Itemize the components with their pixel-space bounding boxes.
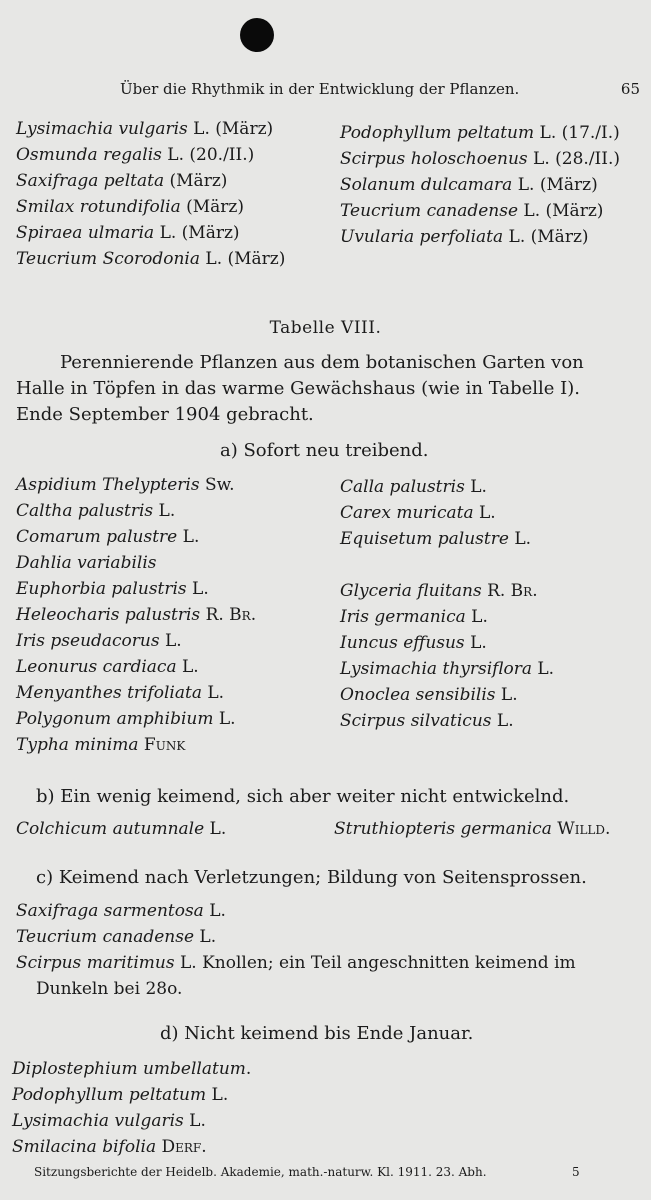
section-c-heading: c) Keimend nach Verletzungen; Bildung von Seitensprossen. (36, 867, 587, 888)
list-item: Glyceria fluitans R. Br. (340, 581, 538, 601)
footer-citation: Sitzungsberichte der Heidelb. Akademie, math.-naturw. Kl. 1911. 23. Abh. (34, 1165, 487, 1179)
page-number: 65 (620, 80, 640, 98)
section-a-left (16, 472, 256, 758)
footer-page-number: 5 (572, 1165, 580, 1179)
list-item: Aspidium Thelypteris Sw. (16, 475, 235, 495)
intro-line: Halle in Töpfen in das warme Gewächshaus (wie in Tabelle I). (16, 378, 581, 399)
list-item (340, 552, 554, 578)
section-b-heading: b) Ein wenig keimend, sich aber weiter nicht entwickelnd. (36, 786, 570, 807)
list-item: Lysimachia vulgaris L. (März) (16, 119, 274, 139)
list-item: Scirpus holoschoenus L. (28./II.) (340, 149, 621, 169)
list-item: Menyanthes trifoliata L. (16, 683, 225, 703)
list-item: Teucrium Scorodonia L. (März) (16, 249, 286, 269)
running-title: Über die Rhythmik in der Entwicklung der Pflanzen. (120, 80, 520, 98)
list-item: Comarum palustre L. (16, 527, 200, 547)
intro-paragraph (16, 350, 636, 428)
punch-hole (240, 18, 274, 52)
list-item: Diplostephium umbellatum. (12, 1059, 252, 1079)
list-item: Iuncus effusus L. (340, 633, 487, 653)
section-c-list (16, 898, 576, 1002)
top-list-right (340, 120, 620, 250)
list-item: Podophyllum peltatum L. (12, 1085, 229, 1105)
list-item: Euphorbia palustris L. (16, 579, 209, 599)
section-b-right (334, 816, 610, 842)
list-item: Teucrium canadense L. (16, 927, 217, 947)
table-title: Tabelle VIII. (269, 318, 382, 338)
intro-line: Perennierende Pflanzen aus dem botanischen Garten von (60, 352, 584, 373)
running-header (120, 80, 640, 98)
list-item: Heleocharis palustris R. Br. (16, 605, 257, 625)
list-item: Lysimachia thyrsiflora L. (340, 659, 555, 679)
list-item-continuation: Dunkeln bei 28o. (36, 979, 183, 999)
list-item: Typha minima Funk (16, 735, 186, 755)
list-item: Iris pseudacorus L. (16, 631, 182, 651)
list-item: Smilacina bifolia Derf. (12, 1137, 207, 1157)
top-list-left (16, 116, 285, 272)
list-item: Struthiopteris germanica Willd. (334, 819, 611, 839)
section-b-left (16, 816, 226, 842)
list-item: Teucrium canadense L. (März) (340, 201, 604, 221)
list-item: Podophyllum peltatum L. (17./I.) (340, 123, 620, 143)
section-a-heading: a) Sofort neu treibend. (220, 440, 429, 461)
list-item: Dahlia variabilis (16, 553, 157, 573)
intro-line: Ende September 1904 gebracht. (16, 404, 314, 425)
list-item: Equisetum palustre L. (340, 529, 532, 549)
list-item: Leonurus cardiaca L. (16, 657, 199, 677)
list-item: Lysimachia vulgaris L. (12, 1111, 206, 1131)
list-item: Polygonum amphibium L. (16, 709, 236, 729)
section-a-right (340, 474, 554, 734)
page-footer (34, 1165, 580, 1179)
list-item: Uvularia perfoliata L. (März) (340, 227, 589, 247)
list-item: Iris germanica L. (340, 607, 488, 627)
list-item: Carex muricata L. (340, 503, 496, 523)
list-item: Solanum dulcamara L. (März) (340, 175, 598, 195)
list-item: Scirpus maritimus L. Knollen; ein Teil angeschnitten keimend im (16, 953, 576, 973)
list-item: Colchicum autumnale L. (16, 819, 227, 839)
list-item: Caltha palustris L. (16, 501, 176, 521)
list-item: Spiraea ulmaria L. (März) (16, 223, 240, 243)
section-d-list (12, 1056, 251, 1160)
list-item: Onoclea sensibilis L. (340, 685, 518, 705)
list-item: Smilax rotundifolia (März) (16, 197, 245, 217)
list-item: Osmunda regalis L. (20./II.) (16, 145, 255, 165)
list-item: Calla palustris L. (340, 477, 487, 497)
list-item: Scirpus silvaticus L. (340, 711, 514, 731)
list-item: Saxifraga peltata (März) (16, 171, 228, 191)
section-d-heading: d) Nicht keimend bis Ende Januar. (160, 1023, 474, 1044)
list-item: Saxifraga sarmentosa L. (16, 901, 226, 921)
